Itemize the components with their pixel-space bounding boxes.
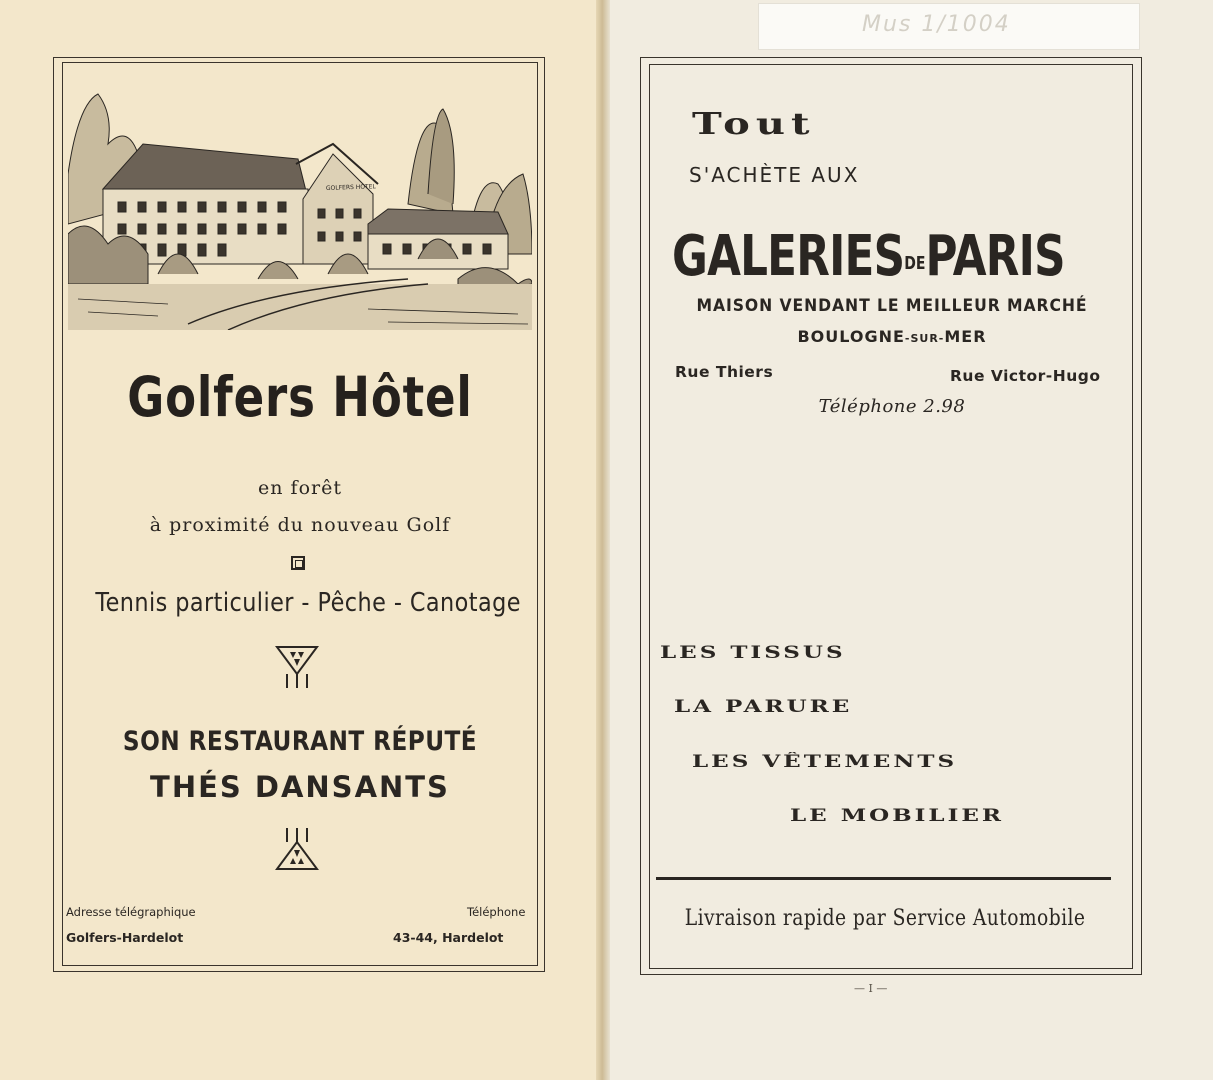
store-city [660, 327, 1124, 346]
tout-heading: Tout [692, 106, 816, 142]
page-number: — I — [854, 982, 888, 995]
hotel-sign: GOLFERS HOTEL [325, 183, 376, 192]
square-ornament-icon [291, 556, 305, 570]
store-name-de: DE [904, 253, 926, 274]
store-tagline: MAISON VENDANT LE MEILLEUR MARCHÉ [696, 296, 1088, 316]
achete-line: S'ACHÈTE AUX [689, 163, 860, 187]
street-right: Rue Victor-Hugo [950, 367, 1101, 385]
phone-number: 43-44, Hardelot [393, 930, 504, 945]
category-mobilier: LE MOBILIER [790, 806, 1004, 826]
phone-label: Téléphone [467, 905, 526, 919]
hotel-activities: Tennis particulier - Pêche - Canotage [95, 588, 521, 618]
book-gutter [596, 0, 610, 1080]
thes-dansants-line: THÉS DANSANTS [150, 770, 450, 804]
store-telephone: Téléphone 2.98 [818, 396, 966, 417]
store-name [672, 224, 1065, 289]
delivery-line: Livraison rapide par Service Automobile [684, 906, 1086, 931]
hotel-location: en forêt [258, 477, 342, 499]
city-part1: BOULOGNE [797, 327, 905, 346]
category-tissus: LES TISSUS [660, 643, 846, 663]
category-parure: LA PARURE [674, 697, 853, 717]
city-part2: MER [944, 327, 987, 346]
telegraph-label: Adresse télégraphique [66, 905, 196, 919]
archive-label-text: Mus 1/1004 [862, 12, 1011, 37]
right-border-inner [649, 64, 1133, 969]
triangle-ornament-icon [274, 644, 320, 690]
inverted-triangle-ornament-icon [274, 826, 320, 872]
hotel-name: Golfers Hôtel [127, 365, 473, 429]
restaurant-line: SON RESTAURANT RÉPUTÉ [122, 726, 478, 757]
store-name-part1: GALERIES [672, 224, 905, 289]
street-left: Rue Thiers [675, 363, 774, 381]
hotel-proximity: à proximité du nouveau Golf [149, 514, 451, 536]
category-vetements: LES VÊTEMENTS [692, 752, 958, 772]
city-sur: -SUR- [904, 332, 945, 345]
telegraph-address: Golfers-Hardelot [66, 930, 184, 945]
horizontal-rule [656, 877, 1111, 880]
store-name-part2: PARIS [925, 224, 1065, 289]
hotel-illustration [68, 84, 532, 330]
